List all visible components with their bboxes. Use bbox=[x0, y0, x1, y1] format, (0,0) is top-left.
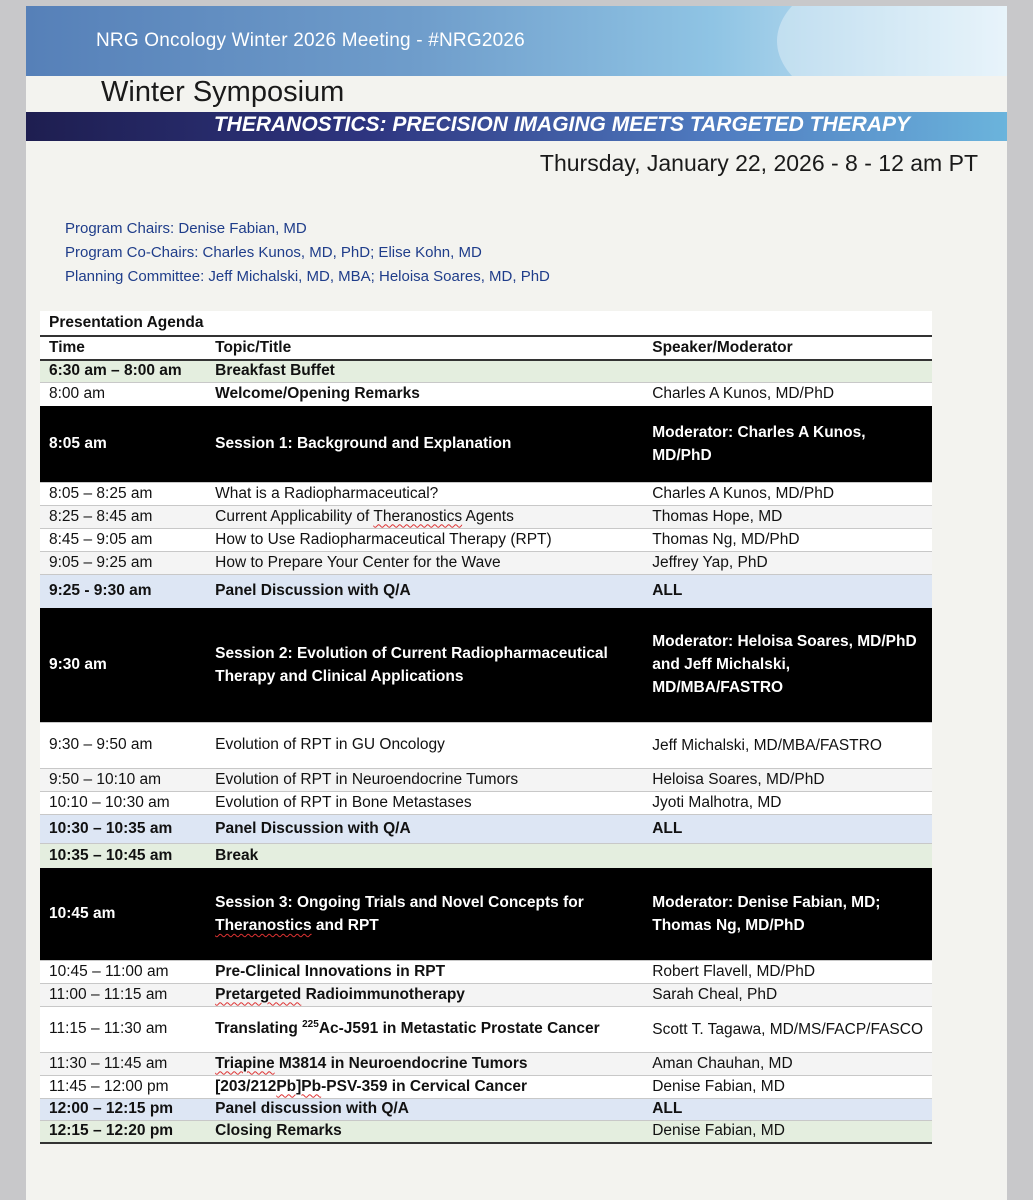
row-topic bbox=[206, 1052, 643, 1075]
topic-part: Radioimmunotherapy bbox=[301, 985, 465, 1003]
col-topic-header: Topic/Title bbox=[206, 336, 643, 360]
row-time: 11:30 – 11:45 am bbox=[40, 1052, 206, 1075]
banner-title: NRG Oncology Winter 2026 Meeting - #NRG2026 bbox=[96, 30, 525, 51]
row-time: 8:05 am bbox=[40, 406, 206, 482]
topic-superscript: 225 bbox=[302, 1019, 319, 1031]
row-topic: Evolution of RPT in Neuroendocrine Tumors bbox=[206, 768, 643, 791]
topic-part: Pb]Pb bbox=[276, 1077, 322, 1095]
row-time: 9:30 – 9:50 am bbox=[40, 722, 206, 768]
theme-bar bbox=[26, 112, 1007, 141]
topic-part: Current Applicability of bbox=[215, 507, 374, 525]
program-chairs-line: Program Chairs: Denise Fabian, MD bbox=[65, 220, 307, 237]
row-speaker: ALL bbox=[643, 1098, 932, 1120]
row-speaker: Denise Fabian, MD bbox=[643, 1075, 932, 1098]
row-topic: Panel Discussion with Q/A bbox=[206, 814, 643, 843]
row-topic: Session 1: Background and Explanation bbox=[206, 406, 643, 482]
row-speaker: Jyoti Malhotra, MD bbox=[643, 791, 932, 814]
topic-part: Triapine bbox=[215, 1054, 275, 1072]
table-row bbox=[40, 551, 932, 574]
row-time: 8:00 am bbox=[40, 382, 206, 406]
row-time: 10:45 – 11:00 am bbox=[40, 960, 206, 983]
row-time: 11:45 – 12:00 pm bbox=[40, 1075, 206, 1098]
row-time: 12:00 – 12:15 pm bbox=[40, 1098, 206, 1120]
row-topic: Pre-Clinical Innovations in RPT bbox=[206, 960, 643, 983]
table-row bbox=[40, 960, 932, 983]
agenda-table bbox=[40, 311, 932, 1144]
row-time: 8:45 – 9:05 am bbox=[40, 528, 206, 551]
symposium-title: Winter Symposium bbox=[101, 76, 345, 108]
table-row bbox=[40, 791, 932, 814]
table-row bbox=[40, 1006, 932, 1052]
table-row bbox=[40, 722, 932, 768]
agenda-header-row bbox=[40, 336, 932, 360]
row-speaker: Scott T. Tagawa, MD/MS/FACP/FASCO bbox=[643, 1006, 932, 1052]
row-time: 9:30 am bbox=[40, 608, 206, 722]
row-speaker: Robert Flavell, MD/PhD bbox=[643, 960, 932, 983]
row-topic: Breakfast Buffet bbox=[206, 360, 643, 382]
row-speaker: Jeff Michalski, MD/MBA/FASTRO bbox=[643, 722, 932, 768]
topic-part: [203/212 bbox=[215, 1077, 277, 1095]
row-time: 10:45 am bbox=[40, 868, 206, 960]
row-speaker: ALL bbox=[643, 814, 932, 843]
row-time: 10:35 – 10:45 am bbox=[40, 843, 206, 868]
row-speaker: Thomas Hope, MD bbox=[643, 505, 932, 528]
row-time: 12:15 – 12:20 pm bbox=[40, 1120, 206, 1143]
row-speaker: Moderator: Charles A Kunos, MD/PhD bbox=[643, 406, 932, 482]
row-topic: Panel Discussion with Q/A bbox=[206, 574, 643, 608]
topic-part: and RPT bbox=[311, 916, 379, 934]
planning-committee-line: Planning Committee: Jeff Michalski, MD, MBA; Heloisa Soares, MD, PhD bbox=[65, 268, 550, 285]
theme-title: THERANOSTICS: PRECISION IMAGING MEETS TARGETED THERAPY bbox=[213, 113, 910, 136]
table-row bbox=[40, 360, 932, 382]
row-time: 10:10 – 10:30 am bbox=[40, 791, 206, 814]
agenda-title: Presentation Agenda bbox=[40, 311, 932, 336]
panel-row bbox=[40, 814, 932, 843]
topic-part: M3814 in Neuroendocrine Tumors bbox=[274, 1054, 528, 1072]
session-row bbox=[40, 868, 932, 960]
row-time: 11:15 – 11:30 am bbox=[40, 1006, 206, 1052]
banner-wave-decoration bbox=[777, 6, 1007, 76]
row-topic bbox=[206, 1006, 643, 1052]
row-topic bbox=[206, 983, 643, 1006]
row-speaker bbox=[643, 843, 932, 868]
program-chairs bbox=[65, 217, 550, 289]
table-row bbox=[40, 768, 932, 791]
row-topic: Evolution of RPT in GU Oncology bbox=[206, 722, 643, 768]
row-speaker: ALL bbox=[643, 574, 932, 608]
panel-row bbox=[40, 574, 932, 608]
row-speaker bbox=[643, 360, 932, 382]
row-time: 11:00 – 11:15 am bbox=[40, 983, 206, 1006]
topic-part: Translating bbox=[215, 1020, 303, 1038]
row-topic: How to Prepare Your Center for the Wave bbox=[206, 551, 643, 574]
row-time: 8:25 – 8:45 am bbox=[40, 505, 206, 528]
col-speaker-header: Speaker/Moderator bbox=[643, 336, 932, 360]
row-topic bbox=[206, 1075, 643, 1098]
row-speaker: Moderator: Denise Fabian, MD; Thomas Ng, MD/PhD bbox=[643, 868, 932, 960]
row-speaker: Heloisa Soares, MD/PhD bbox=[643, 768, 932, 791]
session-row bbox=[40, 406, 932, 482]
table-row bbox=[40, 528, 932, 551]
row-speaker: Sarah Cheal, PhD bbox=[643, 983, 932, 1006]
row-time: 6:30 am – 8:00 am bbox=[40, 360, 206, 382]
topic-part: -PSV-359 in Cervical Cancer bbox=[321, 1077, 528, 1095]
row-speaker: Charles A Kunos, MD/PhD bbox=[643, 382, 932, 406]
table-row bbox=[40, 1120, 932, 1143]
table-row bbox=[40, 983, 932, 1006]
table-row bbox=[40, 505, 932, 528]
row-topic: Panel discussion with Q/A bbox=[206, 1098, 643, 1120]
row-time: 9:50 – 10:10 am bbox=[40, 768, 206, 791]
row-topic: How to Use Radiopharmaceutical Therapy (RPT) bbox=[206, 528, 643, 551]
break-row bbox=[40, 843, 932, 868]
table-row bbox=[40, 1075, 932, 1098]
table-row bbox=[40, 482, 932, 505]
row-time: 9:25 - 9:30 am bbox=[40, 574, 206, 608]
topic-part: Pretargeted bbox=[215, 985, 302, 1003]
session-row bbox=[40, 608, 932, 722]
program-cochairs-line: Program Co-Chairs: Charles Kunos, MD, PhD; Elise Kohn, MD bbox=[65, 244, 482, 261]
topic-part: Theranostics bbox=[373, 507, 463, 525]
event-date: Thursday, January 22, 2026 - 8 - 12 am PT bbox=[539, 150, 978, 176]
row-time: 8:05 – 8:25 am bbox=[40, 482, 206, 505]
topic-part: Ac-J591 in Metastatic Prostate Cancer bbox=[318, 1020, 600, 1038]
row-topic: Session 2: Evolution of Current Radiopharmaceutical Therapy and Clinical Applications bbox=[206, 608, 643, 722]
row-speaker: Moderator: Heloisa Soares, MD/PhD and Jeff Michalski, MD/MBA/FASTRO bbox=[643, 608, 932, 722]
row-speaker: Denise Fabian, MD bbox=[643, 1120, 932, 1143]
row-speaker: Jeffrey Yap, PhD bbox=[643, 551, 932, 574]
topic-part: Agents bbox=[462, 507, 514, 525]
row-speaker: Aman Chauhan, MD bbox=[643, 1052, 932, 1075]
row-time: 10:30 – 10:35 am bbox=[40, 814, 206, 843]
topic-part: Theranostics bbox=[215, 916, 312, 934]
row-topic: Break bbox=[206, 843, 643, 868]
table-row bbox=[40, 382, 932, 406]
row-topic: Evolution of RPT in Bone Metastases bbox=[206, 791, 643, 814]
topic-part: Session 3: Ongoing Trials and Novel Concepts for bbox=[215, 893, 584, 911]
row-speaker: Charles A Kunos, MD/PhD bbox=[643, 482, 932, 505]
row-speaker: Thomas Ng, MD/PhD bbox=[643, 528, 932, 551]
col-time-header: Time bbox=[40, 336, 206, 360]
header-banner bbox=[26, 6, 1007, 76]
row-topic bbox=[206, 505, 643, 528]
row-topic bbox=[206, 868, 643, 960]
row-topic: What is a Radiopharmaceutical? bbox=[206, 482, 643, 505]
row-topic: Closing Remarks bbox=[206, 1120, 643, 1143]
row-time: 9:05 – 9:25 am bbox=[40, 551, 206, 574]
table-row bbox=[40, 1052, 932, 1075]
row-topic: Welcome/Opening Remarks bbox=[206, 382, 643, 406]
panel-row bbox=[40, 1098, 932, 1120]
